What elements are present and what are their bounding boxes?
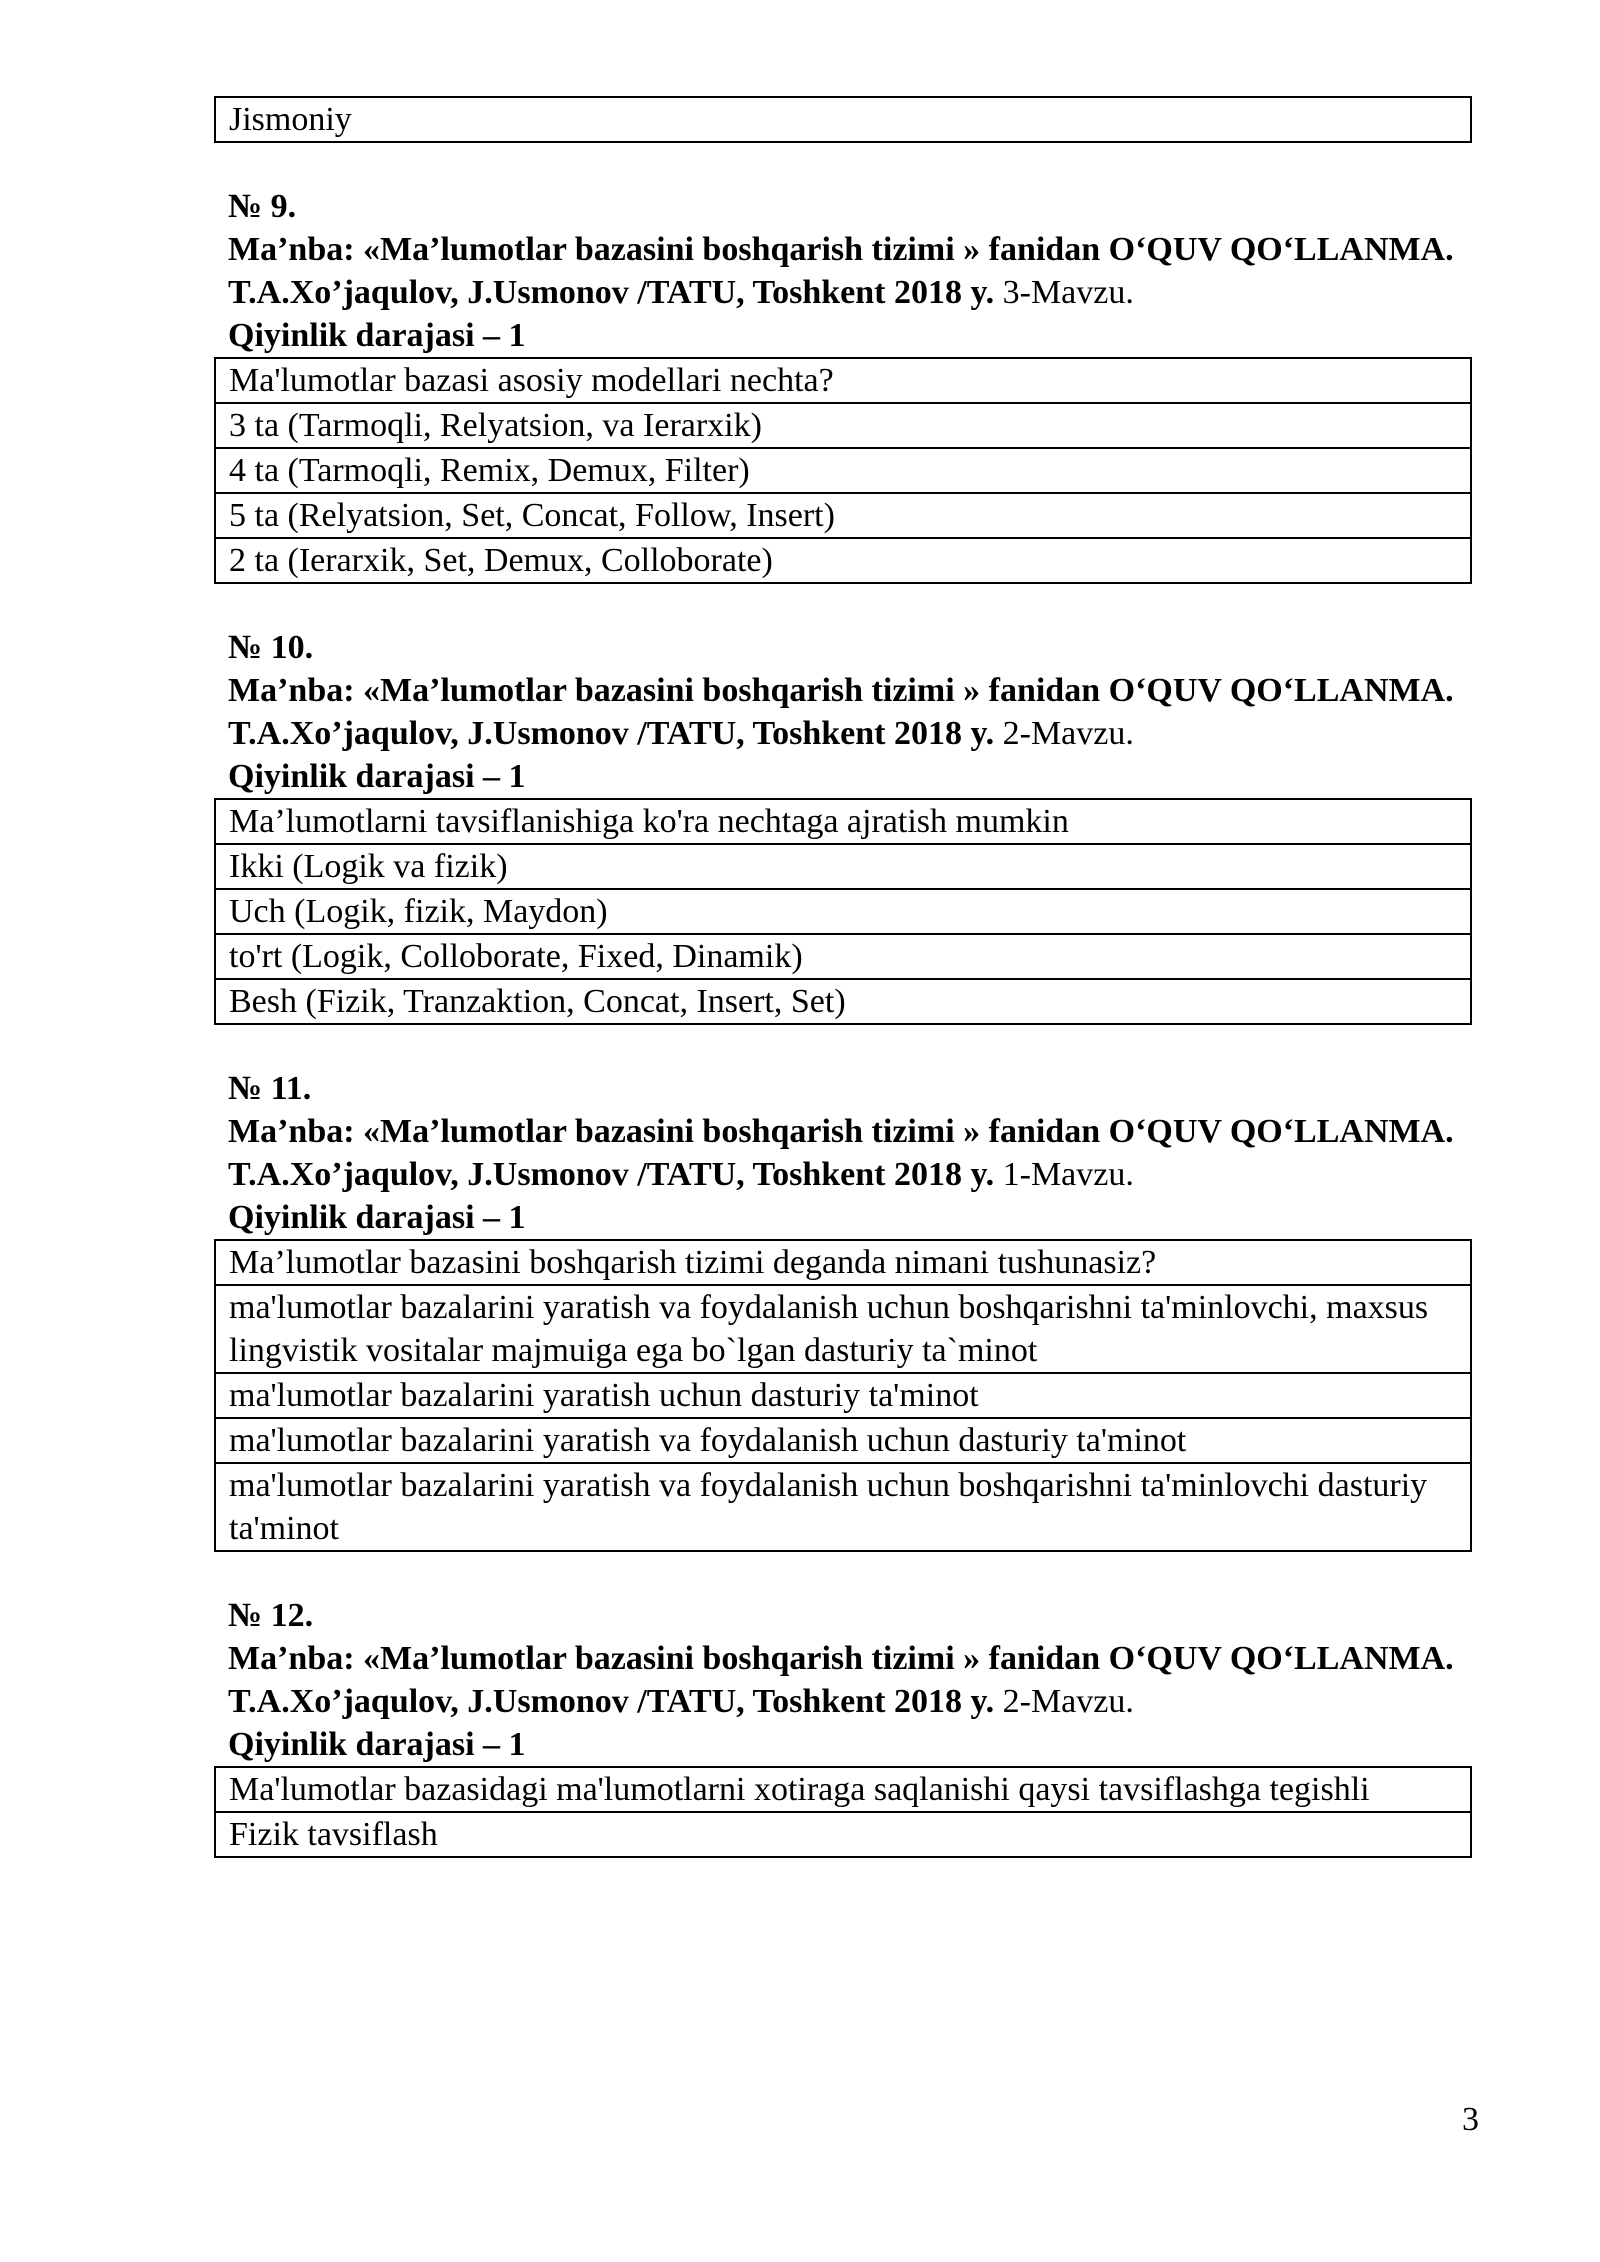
question-text: Ma’lumotlarni tavsiflanishiga ko'ra nechtaga ajratish mumkin — [215, 799, 1471, 844]
table-row — [215, 1240, 1471, 1285]
difficulty-level: Qiyinlik darajasi – 1 — [228, 317, 526, 354]
answer-option: Fizik tavsiflash — [215, 1812, 1471, 1857]
answer-option: 3 ta (Tarmoqli, Relyatsion, va Ierarxik) — [215, 403, 1471, 448]
page-number: 3 — [1462, 2101, 1479, 2138]
table-row — [215, 403, 1471, 448]
source-citation: Ma’nba: «Ma’lumotlar bazasini boshqarish tizimi » fanidan O‘QUV QO‘LLANMA. T.A.Xo’jaqulov, J.Usmonov /TATU, Toshkent 2018 y. — [228, 1640, 1454, 1720]
table-row — [215, 799, 1471, 844]
question-number: № 9. — [228, 188, 297, 225]
answer-option: ma'lumotlar bazalarini yaratish uchun dasturiy ta'minot — [215, 1373, 1471, 1418]
answer-option: 4 ta (Tarmoqli, Remix, Demux, Filter) — [215, 448, 1471, 493]
question-table — [214, 1239, 1472, 1552]
question-source — [214, 228, 1472, 314]
table-row — [215, 538, 1471, 583]
question-source — [214, 669, 1472, 755]
question-source — [214, 1637, 1472, 1723]
question-number: № 10. — [228, 629, 314, 666]
question-table — [214, 357, 1472, 584]
question-block — [214, 185, 1472, 584]
question-list — [214, 185, 1472, 1858]
table-row — [215, 844, 1471, 889]
difficulty-level: Qiyinlik darajasi – 1 — [228, 758, 526, 795]
difficulty-level: Qiyinlik darajasi – 1 — [228, 1726, 526, 1763]
answer-option: ma'lumotlar bazalarini yaratish va foydalanish uchun boshqarishni ta'minlovchi dasturiy ta'minot — [215, 1463, 1471, 1551]
page-content — [214, 96, 1472, 1858]
answer-option: Jismoniy — [215, 97, 1471, 142]
table-row — [215, 493, 1471, 538]
answer-option: 2 ta (Ierarxik, Set, Demux, Colloborate) — [215, 538, 1471, 583]
question-text: Ma’lumotlar bazasini boshqarish tizimi deganda nimani tushunasiz? — [215, 1240, 1471, 1285]
answer-option: Uch (Logik, fizik, Maydon) — [215, 889, 1471, 934]
answer-option: ma'lumotlar bazalarini yaratish va foydalanish uchun dasturiy ta'minot — [215, 1418, 1471, 1463]
table-row — [215, 1463, 1471, 1551]
source-citation: Ma’nba: «Ma’lumotlar bazasini boshqarish tizimi » fanidan O‘QUV QO‘LLANMA. T.A.Xo’jaqulov, J.Usmonov /TATU, Toshkent 2018 y. — [228, 672, 1454, 752]
table-row — [215, 1767, 1471, 1812]
table-row — [215, 889, 1471, 934]
answer-option: Ikki (Logik va fizik) — [215, 844, 1471, 889]
carryover-answer-table — [214, 96, 1472, 143]
question-text: Ma'lumotlar bazasi asosiy modellari nechta? — [215, 358, 1471, 403]
source-topic: 2-Mavzu. — [994, 715, 1134, 752]
table-row — [215, 358, 1471, 403]
difficulty-level: Qiyinlik darajasi – 1 — [228, 1199, 526, 1236]
table-row — [215, 1418, 1471, 1463]
table-row — [215, 1812, 1471, 1857]
question-block — [214, 626, 1472, 1025]
question-block — [214, 1594, 1472, 1858]
question-table — [214, 798, 1472, 1025]
answer-option: Besh (Fizik, Tranzaktion, Concat, Insert, Set) — [215, 979, 1471, 1024]
question-table — [214, 1766, 1472, 1858]
table-row — [215, 934, 1471, 979]
source-topic: 2-Mavzu. — [994, 1683, 1134, 1720]
table-row — [215, 979, 1471, 1024]
answer-option: ma'lumotlar bazalarini yaratish va foydalanish uchun boshqarishni ta'minlovchi, maxsus lingvistik vositalar majmuiga ega bo`lgan dasturiy ta`minot — [215, 1285, 1471, 1373]
answer-option: 5 ta (Relyatsion, Set, Concat, Follow, Insert) — [215, 493, 1471, 538]
source-citation: Ma’nba: «Ma’lumotlar bazasini boshqarish tizimi » fanidan O‘QUV QO‘LLANMA. T.A.Xo’jaqulov, J.Usmonov /TATU, Toshkent 2018 y. — [228, 231, 1454, 311]
question-text: Ma'lumotlar bazasidagi ma'lumotlarni xotiraga saqlanishi qaysi tavsiflashga tegishli — [215, 1767, 1471, 1812]
question-number: № 11. — [228, 1070, 312, 1107]
table-row — [215, 1285, 1471, 1373]
question-number: № 12. — [228, 1597, 314, 1634]
source-topic: 1-Mavzu. — [994, 1156, 1134, 1193]
table-row — [215, 1373, 1471, 1418]
source-topic: 3-Mavzu. — [994, 274, 1134, 311]
source-citation: Ma’nba: «Ma’lumotlar bazasini boshqarish tizimi » fanidan O‘QUV QO‘LLANMA. T.A.Xo’jaqulov, J.Usmonov /TATU, Toshkent 2018 y. — [228, 1113, 1454, 1193]
table-row — [215, 97, 1471, 142]
question-block — [214, 1067, 1472, 1552]
question-source — [214, 1110, 1472, 1196]
table-row — [215, 448, 1471, 493]
answer-option: to'rt (Logik, Colloborate, Fixed, Dinamik) — [215, 934, 1471, 979]
